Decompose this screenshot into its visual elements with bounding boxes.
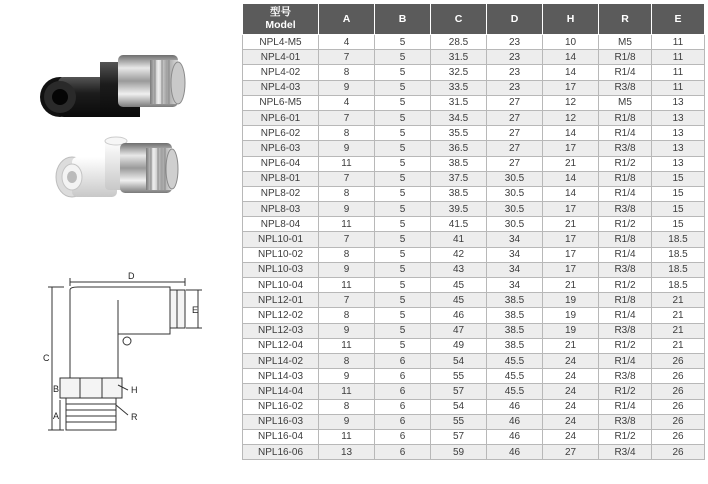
table-row	[243, 247, 705, 262]
table-row	[243, 171, 705, 186]
cell-b: 5	[375, 247, 431, 262]
cell-a: 9	[319, 262, 375, 277]
cell-r: R3/8	[599, 141, 652, 156]
table-row	[243, 50, 705, 65]
cell-c: 28.5	[431, 35, 487, 50]
cell-model: NPL10-02	[243, 247, 319, 262]
cell-c: 55	[431, 369, 487, 384]
cell-model: NPL12-02	[243, 308, 319, 323]
cell-h: 19	[543, 323, 599, 338]
cell-model: NPL8-01	[243, 171, 319, 186]
cell-c: 43	[431, 262, 487, 277]
cell-b: 5	[375, 171, 431, 186]
cell-model: NPL4-01	[243, 50, 319, 65]
cell-r: R3/8	[599, 80, 652, 95]
cell-r: R1/8	[599, 50, 652, 65]
cell-a: 11	[319, 338, 375, 353]
cell-model: NPL10-01	[243, 232, 319, 247]
cell-b: 5	[375, 80, 431, 95]
cell-h: 14	[543, 126, 599, 141]
table-row	[243, 65, 705, 80]
cell-r: R1/2	[599, 217, 652, 232]
cell-a: 9	[319, 80, 375, 95]
cell-r: R1/4	[599, 399, 652, 414]
cell-e: 13	[652, 95, 705, 110]
cell-a: 7	[319, 110, 375, 125]
dimension-drawing	[48, 278, 202, 430]
cell-a: 11	[319, 217, 375, 232]
cell-b: 5	[375, 110, 431, 125]
cell-b: 5	[375, 186, 431, 201]
cell-e: 15	[652, 217, 705, 232]
cell-d: 34	[487, 262, 543, 277]
cell-b: 6	[375, 369, 431, 384]
cell-h: 24	[543, 414, 599, 429]
cell-r: R1/4	[599, 353, 652, 368]
cell-d: 23	[487, 35, 543, 50]
cell-model: NPL4-M5	[243, 35, 319, 50]
cell-e: 26	[652, 429, 705, 444]
cell-h: 17	[543, 232, 599, 247]
cell-c: 54	[431, 353, 487, 368]
column-header-h: H	[543, 4, 599, 35]
cell-b: 5	[375, 126, 431, 141]
cell-e: 26	[652, 445, 705, 460]
cell-e: 15	[652, 202, 705, 217]
cell-a: 11	[319, 384, 375, 399]
cell-a: 11	[319, 429, 375, 444]
cell-r: R1/4	[599, 126, 652, 141]
cell-e: 15	[652, 186, 705, 201]
table-row	[243, 445, 705, 460]
cell-c: 34.5	[431, 110, 487, 125]
cell-b: 5	[375, 202, 431, 217]
cell-b: 5	[375, 65, 431, 80]
cell-model: NPL6-04	[243, 156, 319, 171]
cell-h: 10	[543, 35, 599, 50]
cell-h: 24	[543, 429, 599, 444]
cell-a: 4	[319, 95, 375, 110]
cell-h: 14	[543, 65, 599, 80]
cell-d: 34	[487, 232, 543, 247]
cell-c: 35.5	[431, 126, 487, 141]
cell-model: NPL8-03	[243, 202, 319, 217]
cell-r: R1/4	[599, 65, 652, 80]
cell-d: 34	[487, 247, 543, 262]
cell-e: 13	[652, 156, 705, 171]
cell-c: 45	[431, 293, 487, 308]
cell-h: 21	[543, 156, 599, 171]
table-row	[243, 126, 705, 141]
cell-a: 8	[319, 399, 375, 414]
cell-c: 54	[431, 399, 487, 414]
cell-b: 6	[375, 399, 431, 414]
cell-r: R3/8	[599, 323, 652, 338]
cell-e: 21	[652, 323, 705, 338]
cell-model: NPL16-03	[243, 414, 319, 429]
cell-d: 30.5	[487, 186, 543, 201]
cell-d: 46	[487, 429, 543, 444]
cell-a: 7	[319, 293, 375, 308]
cell-h: 24	[543, 384, 599, 399]
model-header-en: Model	[265, 19, 296, 31]
cell-b: 5	[375, 217, 431, 232]
cell-c: 49	[431, 338, 487, 353]
cell-model: NPL4-03	[243, 80, 319, 95]
table-header-row	[243, 4, 705, 35]
cell-a: 11	[319, 156, 375, 171]
cell-c: 45	[431, 278, 487, 293]
cell-d: 38.5	[487, 308, 543, 323]
cell-c: 59	[431, 445, 487, 460]
cell-d: 45.5	[487, 384, 543, 399]
cell-d: 38.5	[487, 293, 543, 308]
cell-model: NPL14-04	[243, 384, 319, 399]
cell-b: 5	[375, 156, 431, 171]
cell-r: R1/2	[599, 429, 652, 444]
model-header-cn: 型号	[270, 6, 291, 18]
cell-e: 18.5	[652, 232, 705, 247]
cell-model: NPL16-06	[243, 445, 319, 460]
cell-r: R1/8	[599, 293, 652, 308]
cell-r: R1/8	[599, 171, 652, 186]
cell-e: 11	[652, 35, 705, 50]
table-row	[243, 278, 705, 293]
cell-d: 30.5	[487, 171, 543, 186]
cell-e: 26	[652, 414, 705, 429]
cell-r: R1/2	[599, 156, 652, 171]
cell-e: 13	[652, 126, 705, 141]
cell-b: 5	[375, 338, 431, 353]
cell-d: 23	[487, 65, 543, 80]
cell-c: 47	[431, 323, 487, 338]
cell-model: NPL14-03	[243, 369, 319, 384]
cell-e: 18.5	[652, 262, 705, 277]
cell-d: 23	[487, 80, 543, 95]
cell-a: 8	[319, 65, 375, 80]
cell-b: 5	[375, 95, 431, 110]
cell-a: 9	[319, 323, 375, 338]
product-illustration-panel	[0, 0, 240, 479]
cell-a: 9	[319, 141, 375, 156]
dim-label-r: R	[131, 412, 138, 422]
cell-h: 17	[543, 141, 599, 156]
cell-r: M5	[599, 35, 652, 50]
cell-model: NPL12-03	[243, 323, 319, 338]
table-row	[243, 353, 705, 368]
cell-r: R1/8	[599, 110, 652, 125]
cell-e: 13	[652, 110, 705, 125]
cell-b: 5	[375, 50, 431, 65]
cell-c: 39.5	[431, 202, 487, 217]
cell-c: 57	[431, 429, 487, 444]
cell-model: NPL8-02	[243, 186, 319, 201]
cell-h: 24	[543, 353, 599, 368]
cell-c: 38.5	[431, 156, 487, 171]
cell-model: NPL10-04	[243, 278, 319, 293]
cell-h: 21	[543, 278, 599, 293]
cell-d: 45.5	[487, 353, 543, 368]
table-row	[243, 110, 705, 125]
cell-a: 4	[319, 35, 375, 50]
cell-model: NPL14-02	[243, 353, 319, 368]
cell-model: NPL12-01	[243, 293, 319, 308]
cell-c: 57	[431, 384, 487, 399]
cell-b: 5	[375, 293, 431, 308]
cell-c: 33.5	[431, 80, 487, 95]
dim-label-d: D	[128, 271, 135, 281]
column-header-c: C	[431, 4, 487, 35]
cell-b: 5	[375, 308, 431, 323]
cell-c: 46	[431, 308, 487, 323]
cell-e: 11	[652, 80, 705, 95]
cell-c: 38.5	[431, 186, 487, 201]
cell-h: 24	[543, 369, 599, 384]
cell-d: 27	[487, 95, 543, 110]
cell-b: 6	[375, 384, 431, 399]
cell-d: 38.5	[487, 338, 543, 353]
cell-a: 11	[319, 278, 375, 293]
cell-r: R1/8	[599, 232, 652, 247]
cell-model: NPL16-02	[243, 399, 319, 414]
cell-a: 9	[319, 414, 375, 429]
cell-h: 14	[543, 186, 599, 201]
cell-r: R1/2	[599, 278, 652, 293]
cell-c: 42	[431, 247, 487, 262]
cell-d: 46	[487, 414, 543, 429]
white-fitting-photo	[56, 137, 178, 197]
cell-c: 32.5	[431, 65, 487, 80]
cell-d: 27	[487, 110, 543, 125]
cell-d: 30.5	[487, 202, 543, 217]
cell-d: 27	[487, 126, 543, 141]
dim-label-h: H	[131, 385, 138, 395]
cell-h: 19	[543, 293, 599, 308]
cell-e: 21	[652, 293, 705, 308]
cell-b: 6	[375, 429, 431, 444]
cell-a: 9	[319, 202, 375, 217]
cell-model: NPL6-02	[243, 126, 319, 141]
cell-a: 9	[319, 369, 375, 384]
cell-b: 5	[375, 141, 431, 156]
cell-d: 45.5	[487, 369, 543, 384]
cell-model: NPL4-02	[243, 65, 319, 80]
cell-e: 26	[652, 384, 705, 399]
cell-h: 27	[543, 445, 599, 460]
cell-a: 8	[319, 186, 375, 201]
column-header-a: A	[319, 4, 375, 35]
table-row	[243, 202, 705, 217]
cell-h: 14	[543, 50, 599, 65]
cell-h: 17	[543, 202, 599, 217]
cell-a: 8	[319, 308, 375, 323]
table-body	[243, 35, 705, 460]
cell-e: 21	[652, 338, 705, 353]
cell-model: NPL6-01	[243, 110, 319, 125]
cell-e: 26	[652, 353, 705, 368]
dim-label-e: E	[192, 305, 199, 315]
cell-h: 24	[543, 399, 599, 414]
cell-c: 41	[431, 232, 487, 247]
cell-r: R3/8	[599, 202, 652, 217]
cell-c: 36.5	[431, 141, 487, 156]
table-row	[243, 293, 705, 308]
table-row	[243, 186, 705, 201]
cell-h: 17	[543, 80, 599, 95]
cell-b: 6	[375, 445, 431, 460]
table-row	[243, 262, 705, 277]
cell-model: NPL16-04	[243, 429, 319, 444]
cell-r: R1/2	[599, 384, 652, 399]
cell-b: 5	[375, 323, 431, 338]
cell-e: 11	[652, 50, 705, 65]
cell-model: NPL12-04	[243, 338, 319, 353]
table-row	[243, 429, 705, 444]
cell-a: 13	[319, 445, 375, 460]
cell-r: R1/4	[599, 186, 652, 201]
cell-b: 6	[375, 414, 431, 429]
cell-h: 21	[543, 338, 599, 353]
cell-c: 37.5	[431, 171, 487, 186]
table-row	[243, 232, 705, 247]
column-header-d: D	[487, 4, 543, 35]
table-row	[243, 399, 705, 414]
column-header-r: R	[599, 4, 652, 35]
cell-r: M5	[599, 95, 652, 110]
cell-r: R1/4	[599, 247, 652, 262]
cell-d: 34	[487, 278, 543, 293]
black-fitting-photo	[40, 55, 185, 117]
product-illustration	[0, 0, 240, 479]
table-row	[243, 308, 705, 323]
dim-label-a: A	[53, 411, 60, 421]
cell-d: 27	[487, 156, 543, 171]
cell-a: 7	[319, 171, 375, 186]
model-column-header	[243, 4, 319, 35]
dim-label-b: B	[53, 384, 60, 394]
table-row	[243, 338, 705, 353]
cell-r: R3/8	[599, 369, 652, 384]
cell-model: NPL8-04	[243, 217, 319, 232]
cell-e: 18.5	[652, 247, 705, 262]
cell-e: 26	[652, 399, 705, 414]
cell-d: 23	[487, 50, 543, 65]
cell-a: 8	[319, 353, 375, 368]
cell-h: 21	[543, 217, 599, 232]
table-row	[243, 384, 705, 399]
cell-a: 8	[319, 126, 375, 141]
cell-e: 13	[652, 141, 705, 156]
cell-h: 14	[543, 171, 599, 186]
cell-d: 27	[487, 141, 543, 156]
column-header-e: E	[652, 4, 705, 35]
cell-e: 11	[652, 65, 705, 80]
cell-e: 26	[652, 369, 705, 384]
cell-r: R3/8	[599, 262, 652, 277]
cell-h: 19	[543, 308, 599, 323]
table-row	[243, 35, 705, 50]
cell-b: 5	[375, 262, 431, 277]
table-row	[243, 141, 705, 156]
table-row	[243, 80, 705, 95]
cell-b: 5	[375, 278, 431, 293]
table-row	[243, 217, 705, 232]
cell-c: 41.5	[431, 217, 487, 232]
cell-model: NPL10-03	[243, 262, 319, 277]
cell-d: 46	[487, 399, 543, 414]
table-row	[243, 156, 705, 171]
cell-e: 21	[652, 308, 705, 323]
table-row	[243, 369, 705, 384]
cell-h: 17	[543, 247, 599, 262]
cell-d: 38.5	[487, 323, 543, 338]
cell-a: 7	[319, 232, 375, 247]
cell-b: 5	[375, 232, 431, 247]
cell-e: 18.5	[652, 278, 705, 293]
cell-c: 31.5	[431, 50, 487, 65]
cell-b: 6	[375, 353, 431, 368]
cell-r: R3/8	[599, 414, 652, 429]
cell-h: 12	[543, 110, 599, 125]
cell-a: 8	[319, 247, 375, 262]
table-row	[243, 323, 705, 338]
cell-model: NPL6-M5	[243, 95, 319, 110]
dim-label-c: C	[43, 353, 50, 363]
cell-r: R1/4	[599, 308, 652, 323]
cell-b: 5	[375, 35, 431, 50]
cell-d: 30.5	[487, 217, 543, 232]
cell-d: 46	[487, 445, 543, 460]
cell-c: 31.5	[431, 95, 487, 110]
table-row	[243, 414, 705, 429]
cell-r: R3/4	[599, 445, 652, 460]
column-header-b: B	[375, 4, 431, 35]
cell-c: 55	[431, 414, 487, 429]
cell-e: 15	[652, 171, 705, 186]
cell-a: 7	[319, 50, 375, 65]
cell-model: NPL6-03	[243, 141, 319, 156]
cell-h: 17	[543, 262, 599, 277]
cell-h: 12	[543, 95, 599, 110]
cell-r: R1/2	[599, 338, 652, 353]
table-row	[243, 95, 705, 110]
specification-table	[242, 3, 705, 460]
